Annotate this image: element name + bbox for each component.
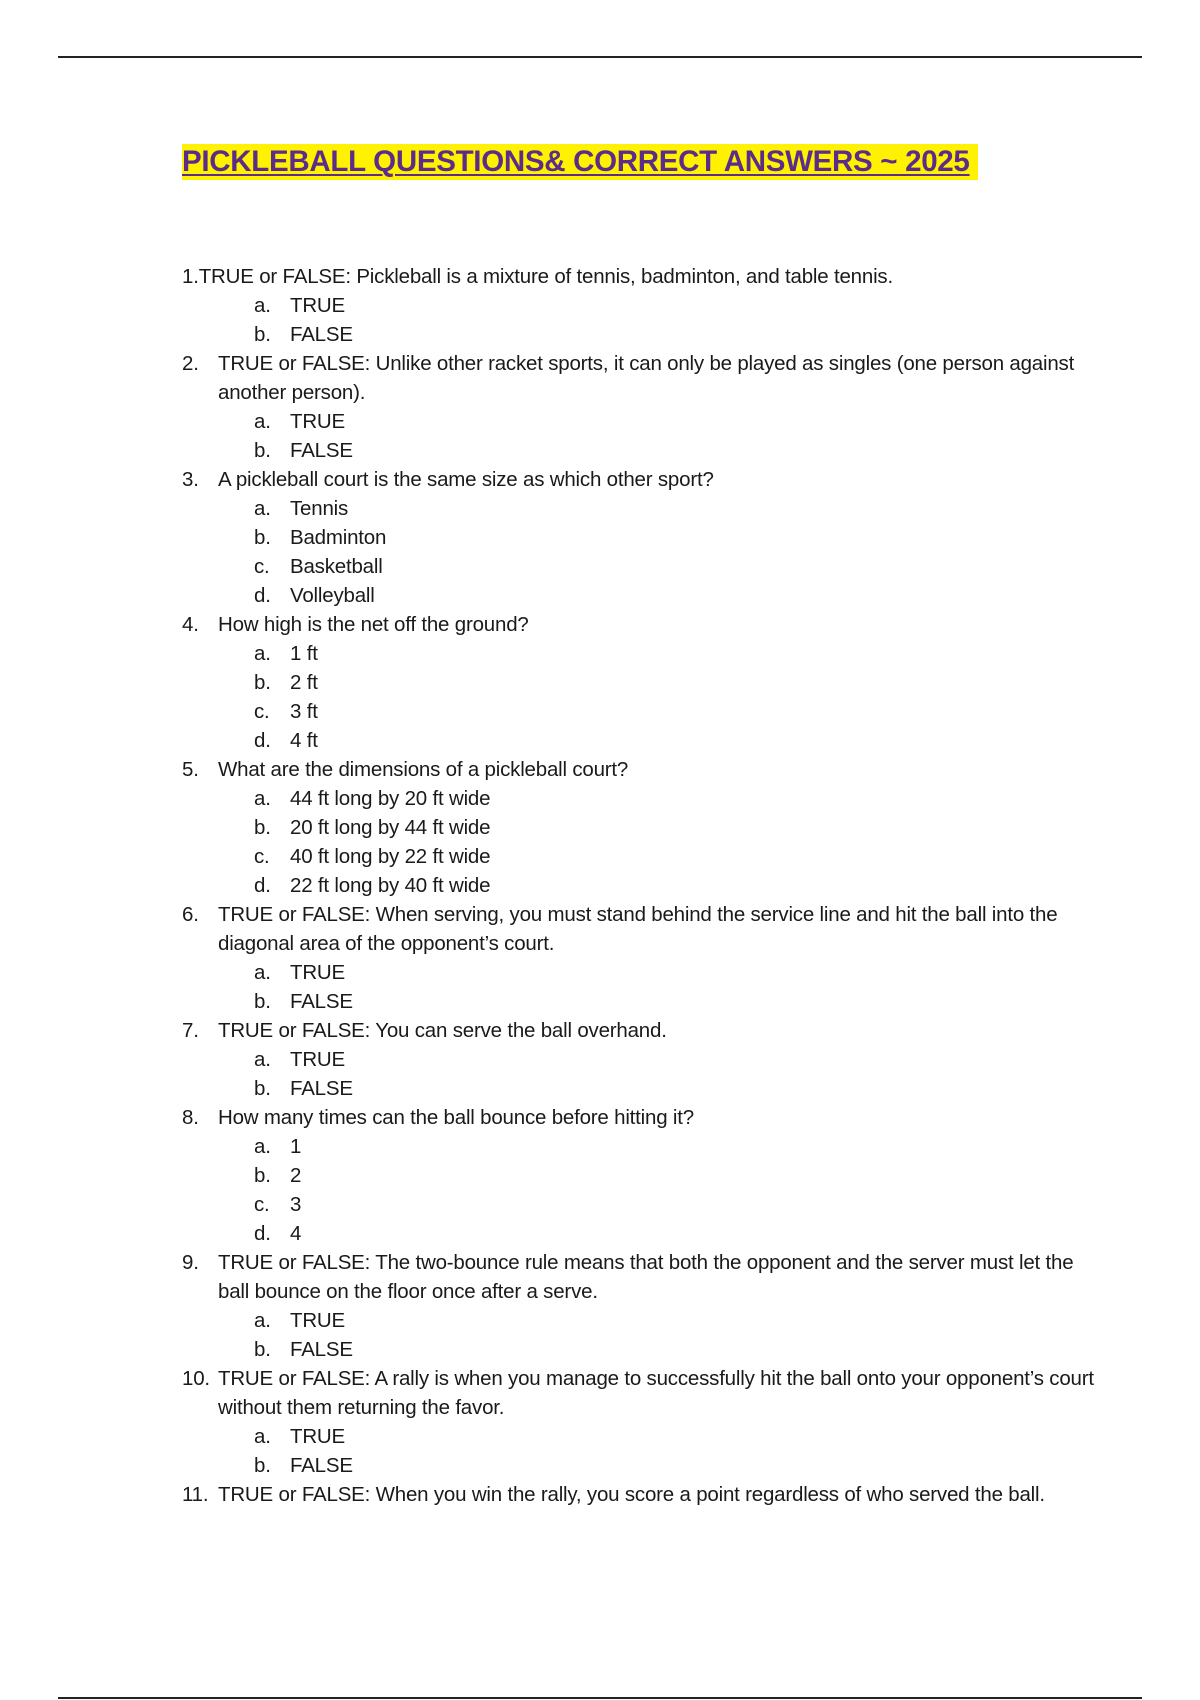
answer-option: [218, 436, 1102, 465]
option-label: b.: [254, 526, 271, 549]
option-label: d.: [254, 874, 271, 897]
question-text: How high is the net off the ground?: [218, 613, 529, 636]
option-text: FALSE: [290, 1454, 353, 1477]
option-list: [218, 1306, 1102, 1364]
answer-option: [218, 726, 1102, 755]
question-number: 6.: [182, 903, 199, 926]
question-number: 2.: [182, 352, 199, 375]
option-text: TRUE: [290, 294, 346, 317]
page-title: PICKLEBALL QUESTIONS& CORRECT ANSWERS ~ 2025: [182, 144, 978, 180]
option-label: b.: [254, 990, 271, 1013]
option-label: a.: [254, 1135, 271, 1158]
option-text: Tennis: [290, 497, 349, 520]
option-text: Basketball: [290, 555, 383, 578]
answer-option: [218, 697, 1102, 726]
question-6: [182, 900, 1102, 1016]
answer-option: [218, 552, 1102, 581]
option-label: c.: [254, 555, 270, 578]
option-list: [218, 639, 1102, 755]
option-list: [218, 784, 1102, 900]
question-list: [182, 262, 1102, 1509]
option-text: TRUE: [290, 1425, 346, 1448]
question-number: 10.: [182, 1367, 210, 1390]
option-label: a.: [254, 787, 271, 810]
question-5: [182, 755, 1102, 900]
question-number: 7.: [182, 1019, 199, 1042]
answer-option: [218, 871, 1102, 900]
option-label: a.: [254, 961, 271, 984]
option-text: 44 ft long by 20 ft wide: [290, 787, 491, 810]
title-block: [182, 144, 1082, 180]
option-label: b.: [254, 816, 271, 839]
option-text: TRUE: [290, 410, 346, 433]
option-text: 40 ft long by 22 ft wide: [290, 845, 491, 868]
answer-option: [182, 291, 1102, 320]
option-label: b.: [254, 1077, 271, 1100]
answer-option: [218, 639, 1102, 668]
option-text: TRUE: [290, 1048, 346, 1071]
option-list: [218, 958, 1102, 1016]
option-list: [218, 494, 1102, 610]
option-text: 20 ft long by 44 ft wide: [290, 816, 491, 839]
option-label: d.: [254, 1222, 271, 1245]
option-text: 2 ft: [290, 671, 318, 694]
question-number: 9.: [182, 1251, 199, 1274]
question-number: 11.: [182, 1483, 209, 1506]
answer-option: [218, 668, 1102, 697]
option-label: c.: [254, 845, 270, 868]
option-label: d.: [254, 584, 271, 607]
option-text: FALSE: [290, 990, 353, 1013]
answer-option: [218, 813, 1102, 842]
option-list: [218, 1132, 1102, 1248]
option-text: Badminton: [290, 526, 387, 549]
option-text: 4 ft: [290, 729, 318, 752]
answer-option: [218, 1451, 1102, 1480]
option-label: a.: [254, 497, 271, 520]
option-text: Volleyball: [290, 584, 375, 607]
answer-option: [218, 987, 1102, 1016]
question-text: TRUE or FALSE: Pickleball is a mixture of tennis, badminton, and table tennis.: [198, 265, 893, 288]
option-label: a.: [254, 410, 271, 433]
option-text: 1: [290, 1135, 302, 1158]
answer-option: [218, 523, 1102, 552]
question-number: 5.: [182, 758, 199, 781]
option-label: b.: [254, 323, 271, 346]
option-label: a.: [254, 1309, 271, 1332]
option-text: 1 ft: [290, 642, 318, 665]
option-label: b.: [254, 1454, 271, 1477]
question-1: [182, 262, 1102, 349]
answer-option: [218, 784, 1102, 813]
question-text: What are the dimensions of a pickleball court?: [218, 758, 629, 781]
answer-option: [218, 1045, 1102, 1074]
option-label: a.: [254, 1425, 271, 1448]
question-text: TRUE or FALSE: The two-bounce rule means that both the opponent and the server must let the ball bounce on the floor once after a serve.: [218, 1251, 1074, 1303]
question-text: TRUE or FALSE: A rally is when you manage to successfully hit the ball onto your opponent’s court without them returning the favor.: [218, 1367, 1094, 1419]
answer-option: [218, 1306, 1102, 1335]
question-text: TRUE or FALSE: When serving, you must stand behind the service line and hit the ball into the diagonal area of the opponent’s court.: [218, 903, 1058, 955]
bottom-rule: [58, 1697, 1142, 1699]
option-label: a.: [254, 1048, 271, 1071]
option-text: TRUE: [290, 1309, 346, 1332]
answer-option: [218, 1422, 1102, 1451]
question-8: [182, 1103, 1102, 1248]
answer-option: [218, 1219, 1102, 1248]
answer-option: [218, 1132, 1102, 1161]
option-text: TRUE: [290, 961, 346, 984]
option-text: 3: [290, 1193, 302, 1216]
question-3: [182, 465, 1102, 610]
option-label: a.: [254, 642, 271, 665]
question-number: 1.: [182, 265, 199, 288]
option-label: c.: [254, 1193, 270, 1216]
answer-option: [218, 494, 1102, 523]
question-4: [182, 610, 1102, 755]
option-text: 4: [290, 1222, 302, 1245]
option-text: FALSE: [290, 1338, 353, 1361]
question-number: 4.: [182, 613, 199, 636]
question-text: A pickleball court is the same size as which other sport?: [218, 468, 714, 491]
option-text: 3 ft: [290, 700, 318, 723]
option-label: b.: [254, 1164, 271, 1187]
answer-option: [218, 958, 1102, 987]
question-text: TRUE or FALSE: You can serve the ball overhand.: [218, 1019, 667, 1042]
option-list: [218, 1045, 1102, 1103]
question-number: 3.: [182, 468, 199, 491]
question-text: TRUE or FALSE: Unlike other racket sports, it can only be played as singles (one person against another person).: [218, 352, 1075, 404]
answer-option: [182, 320, 1102, 349]
answer-option: [218, 1335, 1102, 1364]
answer-option: [218, 842, 1102, 871]
question-2: [182, 349, 1102, 465]
question-11: [182, 1480, 1102, 1509]
question-number: 8.: [182, 1106, 199, 1129]
answer-option: [218, 407, 1102, 436]
option-list: [218, 407, 1102, 465]
option-label: a.: [254, 294, 271, 317]
answer-option: [218, 1074, 1102, 1103]
answer-option: [218, 1190, 1102, 1219]
question-7: [182, 1016, 1102, 1103]
option-label: b.: [254, 671, 271, 694]
option-text: FALSE: [290, 439, 353, 462]
top-rule: [58, 56, 1142, 58]
option-text: FALSE: [290, 323, 353, 346]
option-label: c.: [254, 700, 270, 723]
answer-option: [218, 581, 1102, 610]
option-text: 22 ft long by 40 ft wide: [290, 874, 491, 897]
question-10: [182, 1364, 1102, 1480]
option-label: b.: [254, 439, 271, 462]
option-text: FALSE: [290, 1077, 353, 1100]
question-9: [182, 1248, 1102, 1364]
option-text: 2: [290, 1164, 302, 1187]
option-label: d.: [254, 729, 271, 752]
option-list: [182, 291, 1102, 349]
question-text: How many times can the ball bounce before hitting it?: [218, 1106, 694, 1129]
question-text: TRUE or FALSE: When you win the rally, you score a point regardless of who served the ball.: [218, 1483, 1045, 1506]
option-list: [218, 1422, 1102, 1480]
answer-option: [218, 1161, 1102, 1190]
option-label: b.: [254, 1338, 271, 1361]
